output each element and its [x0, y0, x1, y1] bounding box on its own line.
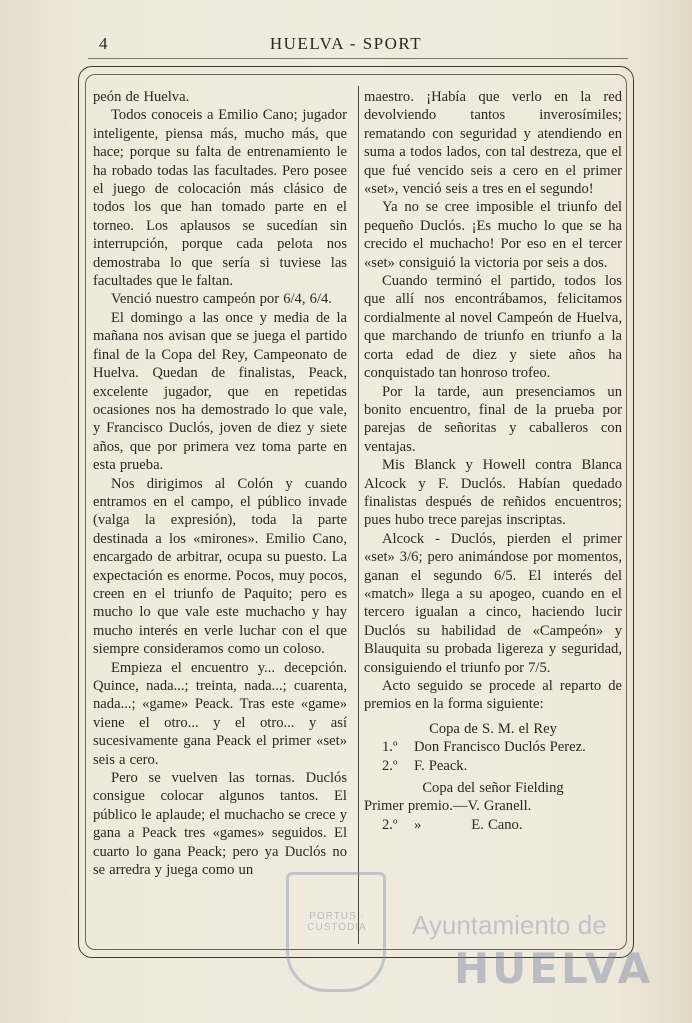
right-paragraph: maestro. ¡Había que verlo en la red devolviendo tantos inverosímiles; rematando con seguridad y atendiendo en suma a todos lados, con tal destreza, que el que fué vencido seis a cero en el primer «set», venció seis a tres en el segundo!: [364, 89, 622, 198]
left-paragraph: Todos conoceis a Emilio Cano; jugador inteligente, piensa más, mucho más, que hace; porque su falta de entrenamiento le ha robado todas las facultades. Pero posee el juego de colocación más clásico de todos los que han tomado parte en el torneo. Los aplausos se sucedían sin interrupción, porque cada pelota nos demostraba lo que sería si tuviese las facultades que le faltan.: [93, 107, 347, 290]
cup2-second-prize: [364, 816, 622, 834]
cup2-second-ditto: »: [414, 816, 422, 833]
cup2-second-name: E. Cano.: [471, 816, 523, 833]
right-paragraph: Ya no se cree imposible el triunfo del pequeño Duclós. ¡Es mucho lo que se ha crecido el muchacho! Por eso en el tercer «set» consiguió la victoria por seis a dos.: [364, 199, 622, 271]
left-column: [93, 88, 347, 879]
cup1-entry-number: 1.º: [382, 739, 398, 756]
page-header: [0, 30, 692, 60]
left-paragraph: Venció nuestro campeón por 6/4, 6/4.: [111, 291, 332, 308]
cup2-first-prize: Primer premio.—V. Granell.: [364, 798, 532, 815]
header-rule: [88, 58, 628, 59]
cup1-list: [364, 738, 622, 775]
left-paragraph: peón de Huelva.: [93, 89, 190, 105]
watermark-line1: Ayuntamiento de: [412, 910, 607, 940]
left-paragraph: Empieza el encuentro y... decepción. Quince, nada...; treinta, nada...; cuarenta, nada...; «game» Peack. Tras este «game» viene el otro... y el otro... y así sucesivamente gana Peack el primer «set» seis a cero.: [93, 659, 347, 768]
right-paragraph: Mis Blanck y Howell contra Blanca Alcock y F. Duclós. Habían quedado finalistas después de reñidos encuentros; pues hubo trece parejas inscriptas.: [364, 457, 622, 529]
right-paragraph: Por la tarde, aun presenciamos un bonito encuentro, final de la prueba por parejas de señoritas y caballeros con ventajas.: [364, 383, 622, 455]
watermark-line2: HUELVA: [454, 944, 654, 993]
page-number: 4: [99, 34, 108, 53]
cup1-entry-name: Don Francisco Duclós Perez.: [414, 739, 586, 756]
cup2-second-number: 2.º: [382, 816, 398, 833]
cup1-entry: [364, 757, 622, 775]
left-paragraph: Pero se vuelven las tornas. Duclós consigue colocar algunos tantos. El público le aplaude; el muchacho se crece y gana a Peack tres «games» seguidos. El cuarto lo gana Peack; pero ya Duclós no se arredra y juega como un: [93, 770, 347, 879]
cup1-entry-name: F. Peack.: [414, 757, 468, 774]
right-paragraph: Alcock - Duclós, pierden el primer «set» 3/6; pero animándose por momentos, ganan el segundo 6/5. El interés del «match» llega a su apogeo, cuando en el tercero igualan a cinco, haciendo lucir Duclós su habilidad de «Campeón» y Blauquita su probada ligereza y seguridad, consiguiendo el triunfo por 7/5.: [364, 530, 622, 676]
shield-motto: PORTUS · CUSTODIA: [307, 911, 367, 933]
right-paragraph: Acto seguido se procede al reparto de premios en la forma siguiente:: [364, 678, 622, 713]
left-paragraph: El domingo a las once y media de la mañana nos avisan que se juega el partido final de la Copa del Rey, Campeonato de Huelva. Quedan de finalistas, Peack, excelente jugador, que en repetidas ocasiones nos ha demostrado lo que vale, y Francisco Duclós, joven de diez y siete años, que por primera vez toma parte en esta prueba.: [93, 309, 347, 474]
cup1-title: Copa de S. M. el Rey: [429, 720, 557, 737]
left-paragraph: Nos dirigimos al Colón y cuando entramos en el campo, el público invade (valga la expresión), toda la parte destinada a los «mirones». Emilio Cano, encargado de arbitrar, ocupa su puesto. La expectación es enorme. Pocos, muy pocos, creen en el triunfo de Paquito; pero es mucho lo que vale este muchacho y hay mucho interés en verle luchar con el que siempre consideramos como un coloso.: [93, 475, 347, 658]
cup2-title: Copa del señor Fielding: [422, 780, 564, 797]
column-divider: [358, 86, 359, 944]
right-column-paragraphs: [364, 88, 622, 714]
masthead-title: HUELVA - SPORT: [269, 34, 423, 53]
cup1-entry-number: 2.º: [382, 757, 398, 774]
cup1-entry: [364, 738, 622, 756]
right-paragraph: Cuando terminó el partido, todos los que allí nos encontrábamos, felicitamos cordialmente al novel Campeón de Huelva, que marchando de triunfo en triunfo a la corta edad de diez y siete años ha conquistado tan honroso trofeo.: [364, 273, 622, 382]
right-column: [364, 88, 622, 834]
